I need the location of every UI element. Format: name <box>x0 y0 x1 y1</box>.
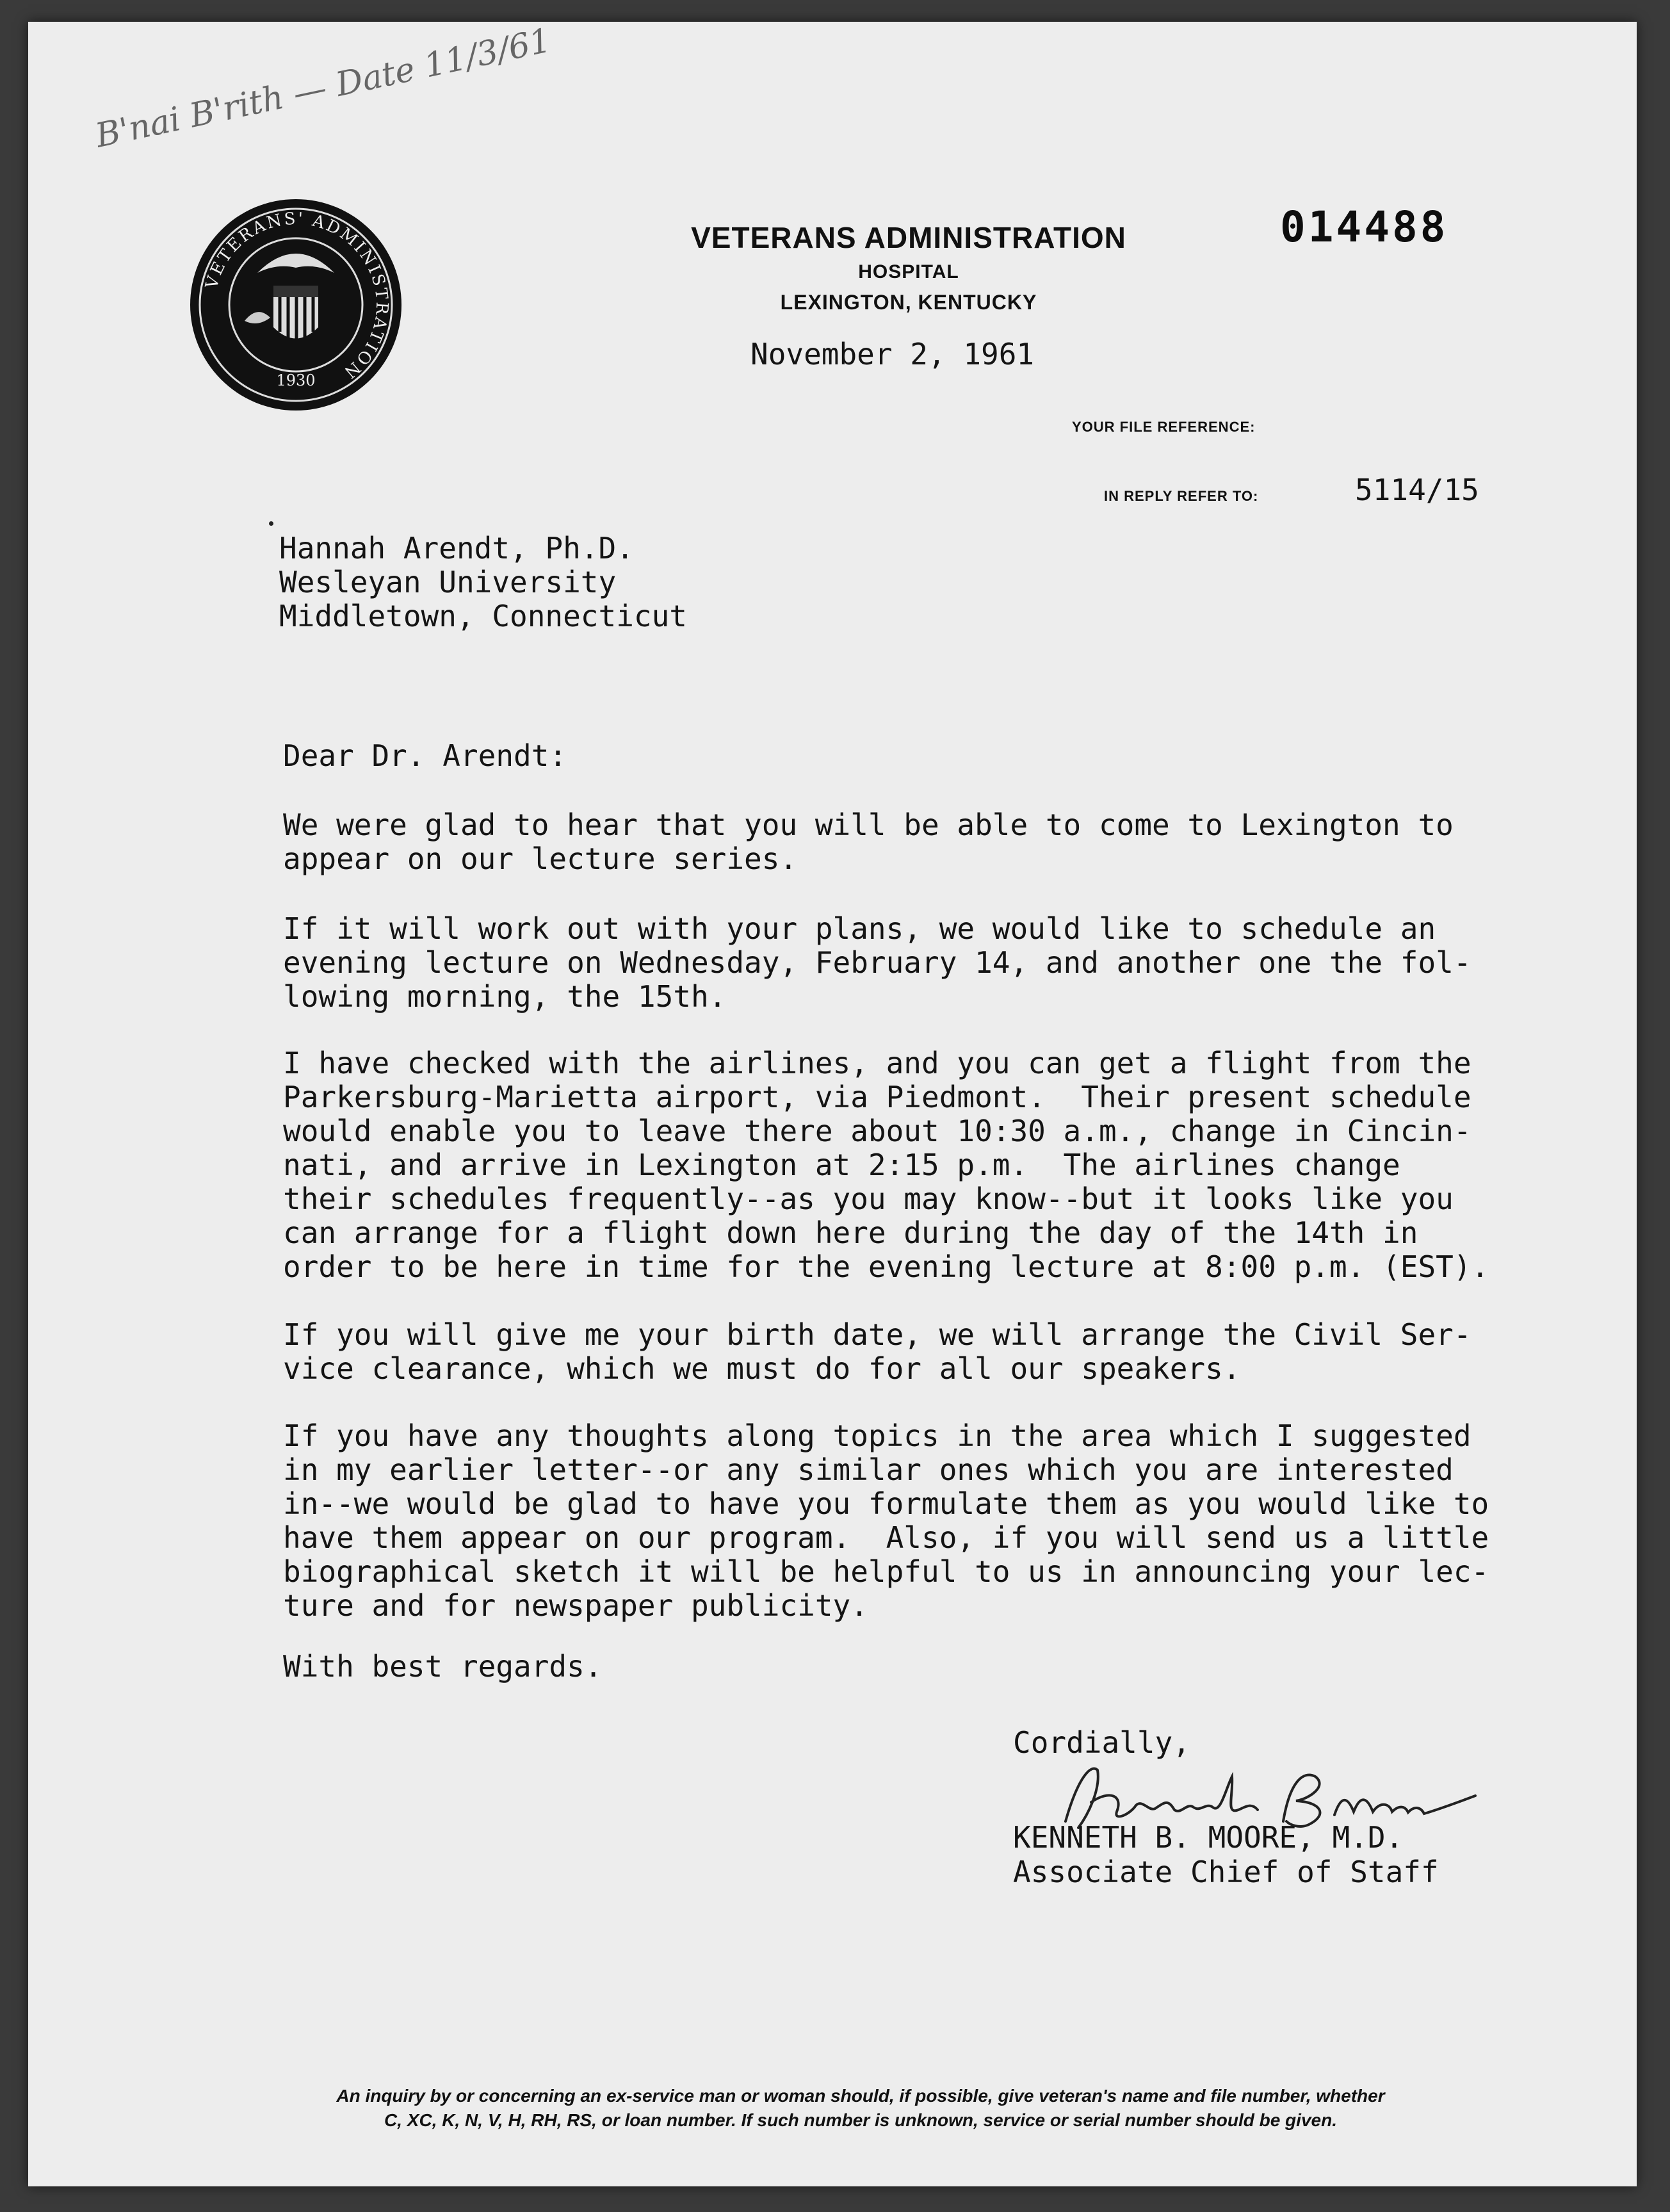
salutation-text: Dear Dr. Arendt: <box>283 738 567 773</box>
paragraph-1 <box>283 808 1538 876</box>
paragraph-2 <box>283 912 1538 1014</box>
paragraph-line: Parkersburg-Marietta airport, via Piedmont. Their present schedule <box>283 1080 1471 1114</box>
paragraph-line: ture and for newspaper publicity. <box>283 1588 868 1623</box>
paragraph-line: If you have any thoughts along topics in the area which I suggested <box>283 1419 1471 1453</box>
paragraph-line: have them appear on our program. Also, if you will send us a little <box>283 1520 1489 1555</box>
letterhead-subtitle: HOSPITAL <box>858 261 959 282</box>
file-reference-label: YOUR FILE REFERENCE: <box>1072 419 1256 435</box>
paragraph-line: vice clearance, which we must do for all our speakers. <box>283 1351 1241 1386</box>
reply-reference-number: 5114/15 <box>1355 473 1479 507</box>
paragraph-line: evening lecture on Wednesday, February 14, and another one the fol- <box>283 945 1471 980</box>
footer-notice <box>156 2084 1565 2133</box>
paragraph-line: their schedules frequently--as you may know--but it looks like you <box>283 1182 1454 1216</box>
recipient-institution: Wesleyan University <box>279 565 617 599</box>
letterhead-title: VETERANS ADMINISTRATION <box>691 221 1126 254</box>
recipient-city: Middletown, Connecticut <box>279 599 687 633</box>
paragraph-line: We were glad to hear that you will be able to come to Lexington to <box>283 808 1454 842</box>
pencil-annotation: B'nai B'rith — Date 11/3/61 <box>92 21 555 156</box>
recipient-name: Hannah Arendt, Ph.D. <box>279 531 634 565</box>
letterhead-location: LEXINGTON, KENTUCKY <box>780 291 1037 314</box>
salutation <box>283 739 1538 773</box>
complimentary-close: Cordially, <box>1013 1725 1190 1760</box>
typewriter-dot <box>269 521 273 526</box>
svg-text:VETERANS' ADMINISTRATION: VETERANS' ADMINISTRATION <box>202 209 392 383</box>
va-seal-logo <box>187 196 405 414</box>
letter-page <box>28 22 1637 2186</box>
footer-line: An inquiry by or concerning an ex-service man or woman should, if possible, give veteran's name and file number, whether <box>336 2086 1385 2106</box>
paragraph-line: lowing morning, the 15th. <box>283 979 727 1014</box>
paragraph-line: nati, and arrive in Lexington at 2:15 p.m. The airlines change <box>283 1148 1400 1182</box>
document-number: 014488 <box>1280 202 1448 252</box>
closing-text: With best regards. <box>283 1649 603 1684</box>
paragraph-5 <box>283 1419 1538 1623</box>
paragraph-line: If it will work out with your plans, we would like to schedule an <box>283 911 1436 946</box>
paragraph-line: in my earlier letter--or any similar ones which you are interested <box>283 1452 1454 1487</box>
paragraph-line: biographical sketch it will be helpful to us in announcing your lec- <box>283 1554 1489 1589</box>
footer-line: C, XC, K, N, V, H, RH, RS, or loan number. If such number is unknown, service or serial number should be given. <box>384 2110 1337 2130</box>
letter-date: November 2, 1961 <box>750 337 1035 371</box>
paragraph-line: in--we would be glad to have you formulate them as you would like to <box>283 1486 1489 1521</box>
paragraph-line: appear on our lecture series. <box>283 842 798 876</box>
paragraph-line: If you will give me your birth date, we will arrange the Civil Ser- <box>283 1317 1471 1352</box>
paragraph-line: can arrange for a flight down here during the day of the 14th in <box>283 1216 1418 1250</box>
signer-title: Associate Chief of Staff <box>1013 1855 1439 1889</box>
signer-name: KENNETH B. MOORE, M.D. <box>1013 1820 1404 1855</box>
closing-line <box>283 1650 1538 1684</box>
paragraph-4 <box>283 1318 1538 1386</box>
paragraph-line: order to be here in time for the evening lecture at 8:00 p.m. (EST). <box>283 1249 1489 1284</box>
seal-year: 1930 <box>276 371 316 389</box>
paragraph-line: would enable you to leave there about 10:30 a.m., change in Cincin- <box>283 1114 1471 1148</box>
recipient-address <box>279 532 687 633</box>
paragraph-3 <box>283 1046 1538 1284</box>
paragraph-line: I have checked with the airlines, and you can get a flight from the <box>283 1046 1471 1080</box>
signature-block <box>1013 1820 1439 1889</box>
reply-reference-label: IN REPLY REFER TO: <box>1104 488 1259 504</box>
